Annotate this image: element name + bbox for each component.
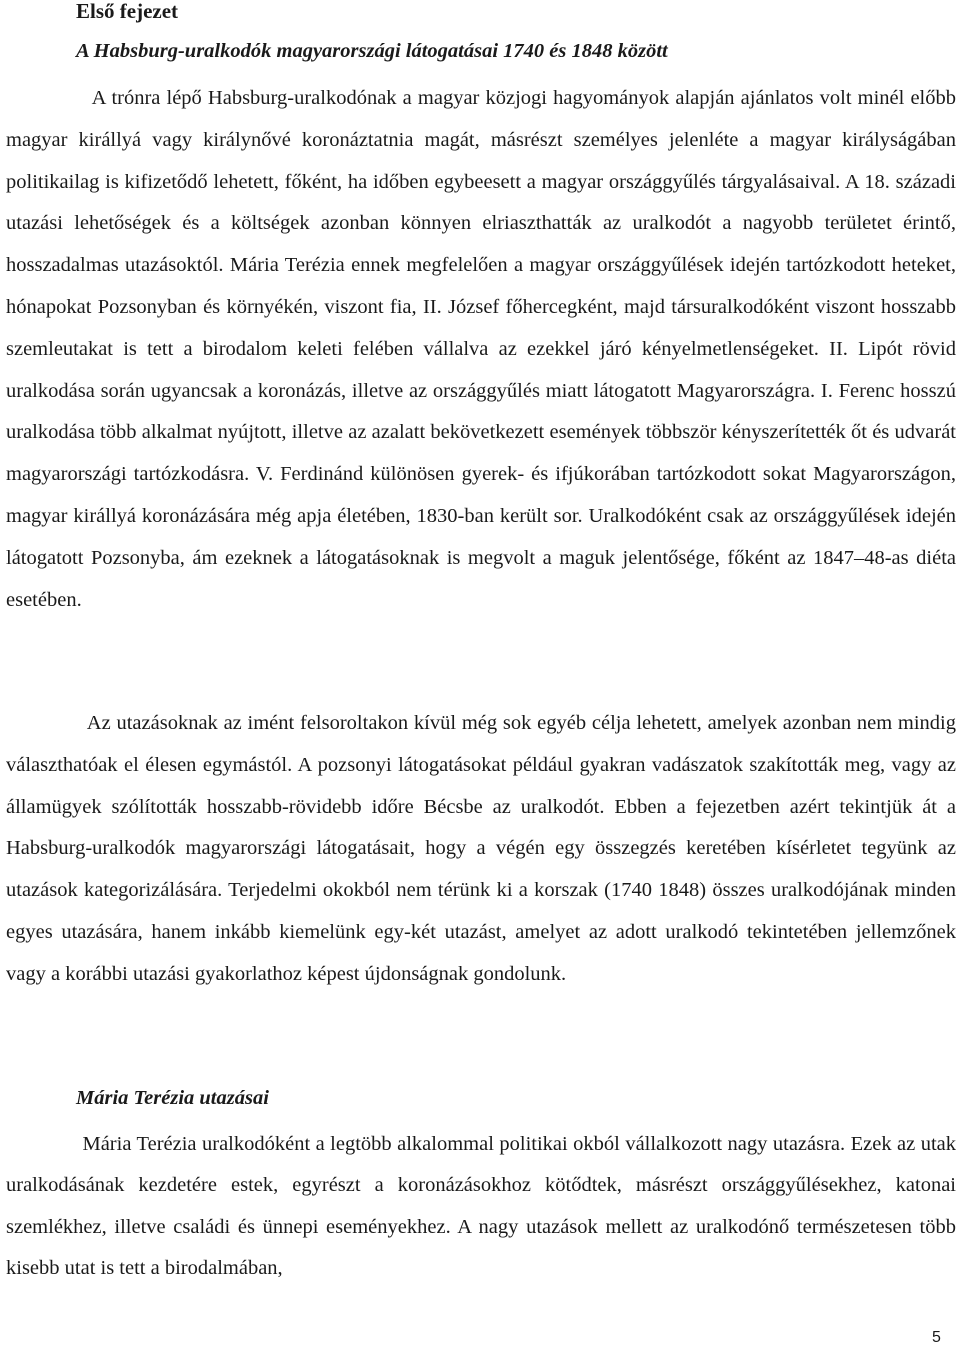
section-paragraph: Mária Terézia uralkodóként a legtöbb alkalommal politikai okból vállalkozott nagy utazásra. Ezek az utak uralkodásának kezdetére estek, egyrészt a koronázásokhoz kötődtek, másrészt országgyűlésekhez, katonai szemlékhez, illetve családi és ünnepi eseményekhez. A nagy utazások mellett az uralkodónő természetesen több kisebb utat is tett a birodalmában, xyxy=(6,1133,956,1279)
section-title: Mária Terézia utazásai xyxy=(76,1087,269,1109)
body-paragraph-2: Az utazásoknak az imént felsoroltakon kívül még sok egyéb célja lehetett, amelyek azonban nem mindig választhatóak el élesen egymástól. A pozsonyi látogatásokat például gyakran vadászatok szakították meg, vagy az államügyek szólították hosszabb-rövidebb időre Bécsbe az uralkodót. Ebben a fejezetben azért tekintjük át a Habsburg-uralkodók magyarországi látogatásait, hogy a végén egy összegzés keretében kísérletet tegyünk az utazások kategorizálására. Terjedelmi okokból nem térünk ki a korszak (1740 1848) összes uralkodójának minden egyes utazására, hanem inkább kiemelünk egy-két utazást, amelyet az adott uralkodó tekintetében jellemzőnek vagy a korábbi utazási gyakorlathoz képest újdonságnak gondolunk. xyxy=(6,712,956,985)
body-paragraph-1: A trónra lépő Habsburg-uralkodónak a magyar közjogi hagyományok alapján ajánlatos volt minél előbb magyar királlyá vagy királynővé koronáztatnia magát, másrészt személyes jelenléte a magyar királyságában politikailag is kifizetődő lehetett, főként, ha időben egybeesett a magyar országgyűlés tárgyalásaival. A 18. századi utazási lehetőségek és a költségek azonban könnyen elriaszthatták az uralkodót a nagyobb területet érintő, hosszadalmas utazásoktól. Mária Terézia ennek megfelelően a magyar országgyűlések idején tartózkodott heteket, hónapokat Pozsonyban és környékén, viszont fia, II. József főhercegként, majd társuralkodóként viszont hosszabb szemleutakat is tett a birodalom keleti felében vállalva az ezekkel járó kényelmetlenségeket. II. Lipót rövid uralkodása során ugyancsak a koronázás, illetve az országgyűlés miatt látogatott Magyarországra. I. Ferenc hosszú uralkodása több alkalmat nyújtott, illetve az azalatt bekövetkezett események többször kényszerítették őt és udvarát magyarországi tartózkodásra. V. Ferdinánd különösen gyerek- és ifjúkorában tartózkodott sokat Magyarországon, magyar királlyá koronázására még apja életében, 1830-ban került sor. Uralkodóként csak az országgyűlések idején látogatott Pozsonyba, ám ezeknek a látogatásoknak is megvolt a maguk jelentősége, főként az 1847–48-as diéta esetében. xyxy=(6,87,956,611)
page-number: 5 xyxy=(932,1329,941,1346)
chapter-title: Első fejezet xyxy=(76,0,179,23)
chapter-subtitle: A Habsburg-uralkodók magyarországi látogatásai 1740 és 1848 között xyxy=(76,40,668,62)
